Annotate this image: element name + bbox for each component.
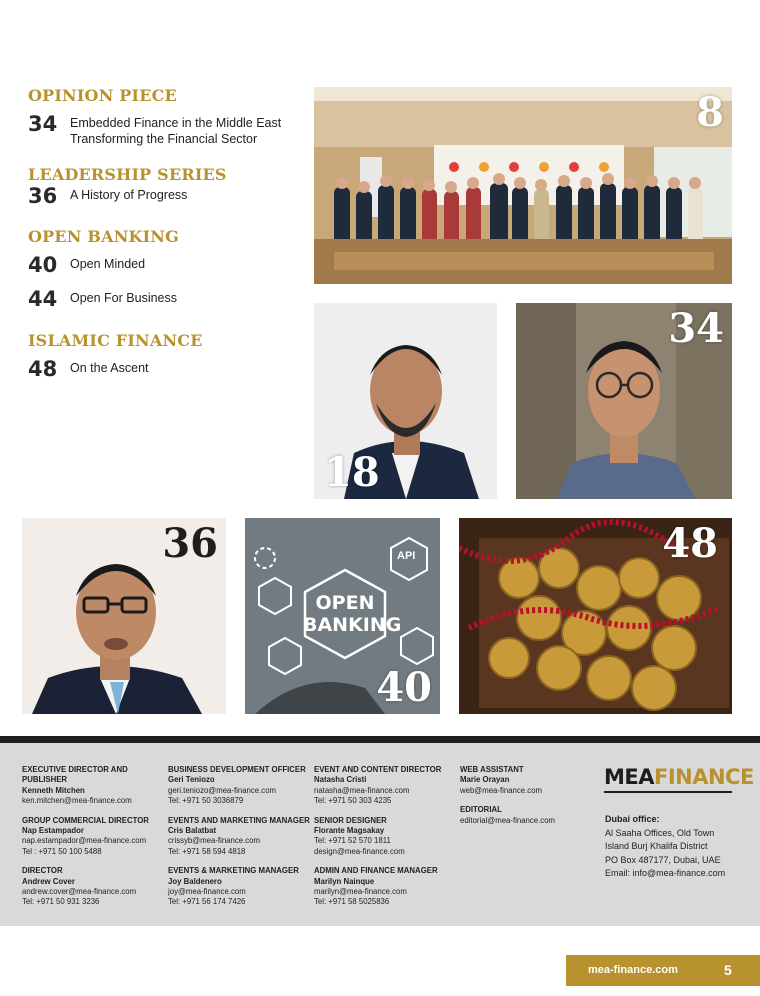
staff-name: Kenneth Mitchen: [22, 785, 85, 795]
masthead-column-3: [314, 765, 462, 917]
staff-name: Natasha Cristi: [314, 775, 367, 785]
toc-page-number: 40: [28, 253, 58, 277]
staff-name: Marilyn Nainque: [314, 876, 375, 886]
toc-entry-44[interactable]: [28, 288, 177, 310]
staff-email[interactable]: web@mea-finance.com: [460, 785, 543, 795]
page-number: 5: [724, 962, 732, 978]
toc-entry-title: A History of Progress: [70, 188, 188, 202]
office-address: [605, 813, 725, 881]
logo-part: FINANCE: [654, 765, 754, 789]
staff-block: [460, 805, 608, 826]
section-title-islamic-finance: ISLAMIC FINANCE: [28, 331, 203, 350]
staff-role: BUSINESS DEVELOPMENT OFFICER: [168, 765, 306, 774]
section-title-leadership-series: LEADERSHIP SERIES: [28, 165, 227, 184]
toc-entry-title: Open Minded: [70, 257, 146, 271]
staff-name: Geri Teniozo: [168, 775, 215, 785]
staff-block: [22, 765, 170, 807]
staff-block: [314, 866, 462, 908]
office-line: Al Saaha Offices, Old Town: [605, 827, 715, 838]
masthead-column-4: [460, 765, 608, 835]
page-badge-18: 18: [324, 449, 380, 496]
staff-role: EDITORIAL: [460, 805, 502, 815]
page-badge-40: 40: [376, 664, 432, 711]
staff-phone: Tel: +971 50 303 4235: [314, 796, 392, 806]
staff-email[interactable]: geri.teniozo@mea-finance.com: [168, 785, 277, 795]
staff-email[interactable]: natasha@mea-finance.com: [314, 785, 410, 795]
toc-entry-line: Embedded Finance in the Middle East: [70, 116, 282, 130]
staff-email[interactable]: nap.estampador@mea-finance.com: [22, 836, 147, 846]
staff-phone: Tel: +971 56 174 7426: [168, 897, 246, 907]
staff-block: [168, 765, 316, 807]
staff-phone: Tel: +971 52 570 1811: [314, 836, 391, 846]
toc-page-number: 34: [28, 112, 58, 136]
toc-entry-line: Transforming the Financial Sector: [70, 132, 258, 146]
group-meeting-image: [314, 87, 732, 284]
staff-block: [314, 765, 462, 807]
toc-entry-title: Open For Business: [70, 291, 177, 305]
toc-entry-40[interactable]: [28, 254, 145, 276]
staff-email[interactable]: design@mea-finance.com: [314, 846, 405, 856]
staff-role: GROUP COMMERCIAL DIRECTOR: [22, 815, 149, 825]
staff-phone: Tel: +971 58 594 4818: [168, 846, 246, 856]
staff-email[interactable]: editorial@mea-finance.com: [460, 815, 556, 825]
staff-phone: Tel: +971 58 5025836: [314, 897, 390, 907]
staff-name: Cris Balatbat: [168, 826, 217, 836]
page-badge-8: 8: [696, 89, 724, 136]
toc-page-number: 48: [28, 357, 58, 381]
logo-underline: [604, 791, 732, 793]
overlay-line: OPEN: [315, 592, 375, 614]
staff-role: DIRECTOR: [22, 866, 63, 876]
toc-entry-title: [70, 113, 281, 147]
portrait-photo-34[interactable]: [516, 303, 732, 499]
footer-bar: [566, 955, 760, 986]
staff-block: [22, 816, 170, 858]
staff-block: [168, 816, 316, 858]
staff-block: [168, 866, 316, 908]
staff-name: Florante Magsakay: [314, 826, 385, 836]
staff-role: WEB ASSISTANT: [460, 765, 524, 774]
staff-role: SENIOR DESIGNER: [314, 815, 387, 825]
portrait-photo-36[interactable]: [22, 518, 226, 714]
open-banking-overlay-text: [303, 592, 402, 636]
coins-photo[interactable]: [459, 518, 732, 714]
office-line: Island Burj Khalifa District: [605, 841, 708, 851]
staff-phone: Tel : +971 50 100 5488: [22, 846, 102, 856]
staff-block: [460, 765, 608, 796]
staff-role: ADMIN AND FINANCE MANAGER: [314, 866, 438, 876]
staff-email[interactable]: marilyn@mea-finance.com: [314, 887, 407, 897]
staff-email[interactable]: crissyb@mea-finance.com: [168, 836, 260, 846]
staff-role: EXECUTIVE DIRECTOR AND PUBLISHER: [22, 765, 128, 785]
staff-role: EVENT AND CONTENT DIRECTOR: [314, 765, 442, 774]
api-label: API: [397, 550, 416, 562]
staff-block: [22, 866, 170, 908]
staff-phone: Tel: +971 50 3036879: [168, 796, 244, 806]
staff-email[interactable]: ken.mitchen@mea-finance.com: [22, 796, 132, 806]
staff-block: [314, 816, 462, 858]
masthead-panel: [0, 736, 760, 926]
office-email[interactable]: Email: info@mea-finance.com: [605, 868, 726, 878]
staff-email[interactable]: joy@mea-finance.com: [168, 887, 246, 897]
toc-page-number: 44: [28, 287, 58, 311]
toc-entry-36[interactable]: [28, 185, 187, 207]
page-badge-48: 48: [662, 520, 718, 567]
staff-phone: Tel: +971 50 931 3236: [22, 897, 100, 907]
toc-entry-title: On the Ascent: [70, 361, 149, 375]
toc-page-number: 36: [28, 184, 58, 208]
staff-name: Joy Baldenero: [168, 876, 222, 886]
portrait-photo-18[interactable]: [314, 303, 497, 499]
section-title-open-banking: OPEN BANKING: [28, 227, 180, 246]
toc-entry-34[interactable]: [28, 113, 281, 147]
page-badge-36: 36: [162, 520, 218, 567]
toc-entry-48[interactable]: [28, 358, 149, 380]
section-title-opinion-piece: OPINION PIECE: [28, 86, 177, 105]
masthead-column-2: [168, 765, 316, 917]
staff-name: Andrew Cover: [22, 876, 75, 886]
page-badge-34: 34: [668, 305, 724, 352]
masthead-column-1: [22, 765, 170, 917]
staff-name: Marie Orayan: [460, 775, 510, 785]
office-heading: Dubai office:: [605, 814, 660, 824]
group-meeting-photo[interactable]: [314, 87, 732, 284]
staff-role: EVENTS AND MARKETING MANAGER: [168, 815, 310, 825]
open-banking-photo[interactable]: [245, 518, 440, 714]
footer-url[interactable]: mea-finance.com: [588, 964, 678, 976]
staff-email[interactable]: andrew.cover@mea-finance.com: [22, 887, 137, 897]
overlay-line: BANKING: [303, 614, 402, 636]
staff-name: Nap Estampador: [22, 826, 84, 836]
office-line: PO Box 487177, Dubai, UAE: [605, 854, 721, 865]
logo-part: MEA: [604, 765, 654, 789]
staff-role: EVENTS & MARKETING MANAGER: [168, 866, 299, 876]
mea-finance-logo: [604, 765, 754, 789]
